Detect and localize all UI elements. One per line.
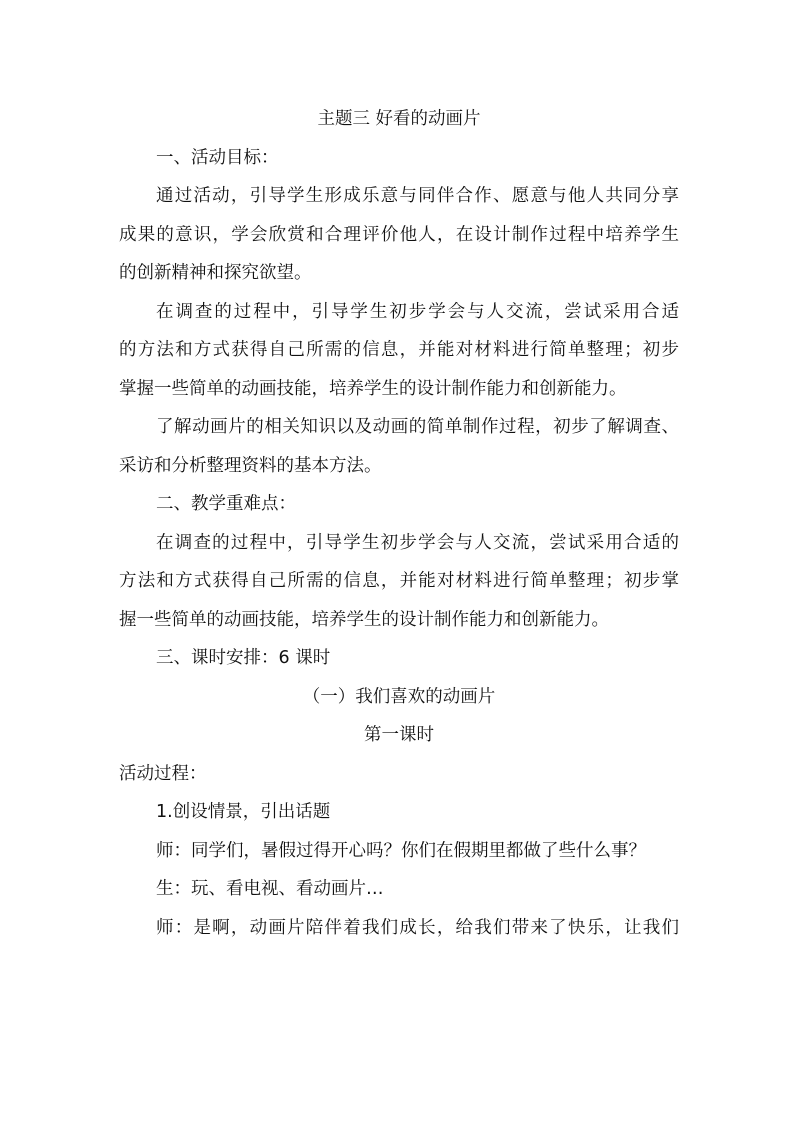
paragraph-line: 方法和方式获得自己所需的信息，并能对材料进行简单整理；初步掌: [119, 571, 679, 591]
document-body: [119, 100, 679, 947]
paragraph-line: 在调查的过程中，引导学生初步学会与人交流，尝试采用合适的: [156, 532, 679, 553]
paragraph-line: 掌握一些简单的动画技能，培养学生的设计制作能力和创新能力。: [119, 378, 627, 399]
section-heading-schedule: 三、课时安排：6 课时: [156, 648, 331, 668]
paragraph-line: 通过活动，引导学生形成乐意与同伴合作、愿意与他人共同分享: [156, 186, 679, 206]
process-heading: 活动过程：: [119, 763, 207, 784]
paragraph-line: 的创新精神和探究欲望。: [119, 263, 312, 283]
subtitle: （一）我们喜欢的动画片: [302, 686, 496, 707]
section-heading-goals: 一、活动目标：: [156, 147, 279, 168]
dialog-line: 师：是啊，动画片陪伴着我们成长，给我们带来了快乐，让我们: [156, 917, 679, 938]
paragraph-line: 握一些简单的动画技能，培养学生的设计制作能力和创新能力。: [119, 609, 609, 630]
lesson-title: 第一课时: [364, 725, 434, 745]
paragraph-line: 成果的意识，学会欣赏和合理评价他人，在设计制作过程中培养学生: [119, 224, 679, 245]
paragraph-line: 的方法和方式获得自己所需的信息，并能对材料进行简单整理；初步: [119, 340, 679, 360]
step-heading: 1.创设情景，引出话题: [156, 802, 331, 822]
paragraph-line: 采访和分析整理资料的基本方法。: [119, 455, 382, 476]
paragraph-line: 在调查的过程中，引导学生初步学会与人交流，尝试采用合适: [156, 301, 679, 322]
document-title: 主题三 好看的动画片: [317, 109, 481, 129]
dialog-line: 师：同学们，暑假过得开心吗？你们在假期里都做了些什么事？: [156, 840, 646, 861]
paragraph-line: 了解动画片的相关知识以及动画的简单制作过程，初步了解调查、: [156, 417, 679, 437]
section-heading-key-points: 二、教学重难点：: [156, 494, 296, 514]
dialog-line: 生：玩、看电视、看动画片…: [156, 879, 384, 899]
